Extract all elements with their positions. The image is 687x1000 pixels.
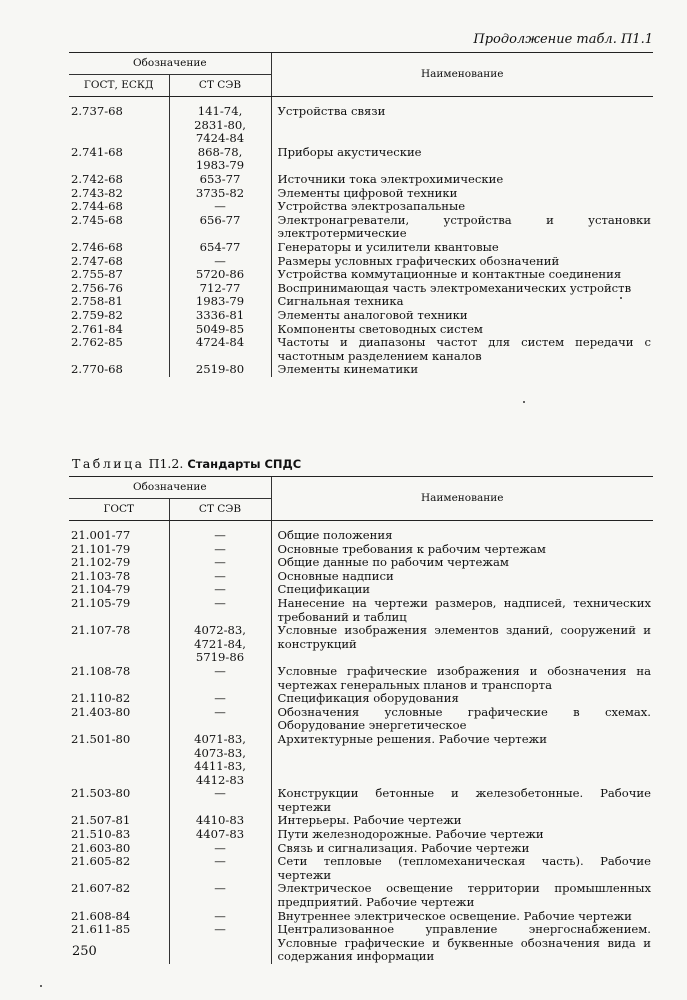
table-row [69,624,653,665]
code-cell: 2.744-68 [71,199,123,214]
name-cell: Централизованное управление энергоснабжением. Условные графические и буквенные обозначения вида и содержания информации [271,923,653,964]
st-sev-cell: — [169,543,271,557]
gost-eskd-header: ГОСТ, ЕСКД [69,75,169,97]
name-cell: Внутреннее электрическое освещение. Рабочие чертежи [271,910,653,924]
st-sev-cell: — [169,923,271,964]
table-row [69,336,653,363]
name-header: Наименование [271,477,653,521]
table-row [69,814,653,828]
st-sev-cell: 868-78, 1983-79 [169,146,271,173]
table-row [69,733,653,787]
code-cell: 21.110-82 [71,691,131,706]
code-cell: 21.607-82 [71,881,131,896]
code-cell: 2.747-68 [71,253,123,268]
name-header: Наименование [271,53,653,97]
name-cell: Электронагреватели, устройства и установки электротермические [271,214,653,241]
name-cell: Архитектурные решения. Рабочие чертежи [271,733,653,787]
table-row [69,187,653,201]
table-row [69,529,653,543]
name-cell: Элементы аналоговой техники [271,309,653,323]
table-row [69,882,653,909]
designation-header: Обозначение [69,477,271,499]
name-cell: Электрическое освещение территории промышленных предприятий. Рабочие чертежи [271,882,653,909]
st-sev-cell: 141-74, 2831-80, 7424-84 [169,105,271,146]
table-row [69,597,653,624]
st-sev-cell: — [169,583,271,597]
name-cell: Основные требования к рабочим чертежам [271,543,653,557]
code-cell: 21.510-83 [71,827,131,842]
code-cell: 21.611-85 [71,922,131,937]
code-cell: 21.103-78 [71,568,131,583]
table-row [69,828,653,842]
code-cell: 21.102-79 [71,555,131,570]
table-row [69,255,653,269]
table-row [69,173,653,187]
table2-body [69,521,653,965]
table1-body [69,97,653,377]
st-sev-cell: — [169,706,271,733]
st-sev-cell: — [169,787,271,814]
st-sev-cell: 1983-79 [169,295,271,309]
name-cell: Размеры условных графических обозначений [271,255,653,269]
table-row [69,200,653,214]
name-cell: Воспринимающая часть электромеханических устройств [271,282,653,296]
caption-title: Стандарты СПДС [187,457,302,471]
table-row [69,706,653,733]
gost-header: ГОСТ [69,499,169,521]
st-sev-cell: — [169,570,271,584]
code-cell: 21.107-78 [71,623,131,638]
code-cell: 21.608-84 [71,908,131,923]
st-sev-cell: 5049-85 [169,323,271,337]
code-cell: 2.756-76 [71,280,123,295]
st-sev-cell: — [169,665,271,692]
table2-caption [72,456,301,471]
table-row [69,787,653,814]
table-row [69,910,653,924]
code-cell: 2.742-68 [71,171,123,186]
code-cell: 21.001-77 [71,528,131,542]
name-cell: Устройства коммутационные и контактные соединения [271,268,653,282]
table-row [69,855,653,882]
name-cell: Источники тока электрохимические [271,173,653,187]
st-sev-cell: 4072-83, 4721-84, 5719-86 [169,624,271,665]
table-row [69,282,653,296]
name-cell: Условные изображения элементов зданий, сооружений и конструкций [271,624,653,665]
name-cell: Интерьеры. Рабочие чертежи [271,814,653,828]
st-sev-cell: 4407-83 [169,828,271,842]
name-cell: Общие данные по рабочим чертежам [271,556,653,570]
code-cell: 2.770-68 [71,362,123,377]
name-cell: Связь и сигнализация. Рабочие чертежи [271,842,653,856]
continuation-header: Продолжение табл. П1.1 [473,32,653,47]
name-cell: Конструкции бетонные и железобетонные. Рабочие чертежи [271,787,653,814]
st-sev-cell: 656-77 [169,214,271,241]
table-row [69,241,653,255]
code-cell: 2.762-85 [71,335,123,350]
st-sev-cell: — [169,556,271,570]
code-cell: 2.758-81 [71,294,123,309]
code-cell: 21.503-80 [71,786,131,801]
name-cell: Генераторы и усилители квантовые [271,241,653,255]
table-row [69,214,653,241]
name-cell: Обозначения условные графические в схемах. Оборудование энергетическое [271,706,653,733]
table-row [69,146,653,173]
table-row [69,323,653,337]
st-sev-cell: 5720-86 [169,268,271,282]
caption-number: П1.2. [148,456,184,471]
table-row [69,363,653,377]
code-cell: 2.746-68 [71,239,123,254]
code-cell: 21.507-81 [71,813,131,828]
table-row [69,923,653,964]
st-sev-cell: — [169,855,271,882]
name-cell: Устройства связи [271,105,653,146]
name-cell: Спецификации [271,583,653,597]
st-sev-cell: 4724-84 [169,336,271,363]
table-row [69,570,653,584]
st-sev-cell: — [169,692,271,706]
st-sev-cell: — [169,597,271,624]
table-row [69,268,653,282]
page-number: 250 [72,944,97,959]
code-cell: 2.737-68 [71,104,123,118]
st-sev-cell: — [169,910,271,924]
table-row [69,842,653,856]
st-sev-cell: — [169,529,271,543]
st-sev-cell: 4071-83, 4073-83, 4411-83, 4412-83 [169,733,271,787]
name-cell: Спецификация оборудования [271,692,653,706]
designation-header: Обозначение [69,53,271,75]
name-cell: Пути железнодорожные. Рабочие чертежи [271,828,653,842]
code-cell: 21.108-78 [71,663,131,678]
scan-speck [523,401,525,403]
code-cell: 2.745-68 [71,212,123,227]
st-sev-cell: 653-77 [169,173,271,187]
gost-eskd-table [69,52,653,377]
code-cell: 21.104-79 [71,582,131,597]
st-sev-header: СТ СЭВ [169,499,271,521]
code-cell: 21.101-79 [71,541,131,556]
table-row [69,543,653,557]
table-row [69,556,653,570]
st-sev-header: СТ СЭВ [169,75,271,97]
name-cell: Частоты и диапазоны частот для систем передачи с частотным разделением каналов [271,336,653,363]
table-row [69,692,653,706]
table-row [69,665,653,692]
code-cell: 21.403-80 [71,704,131,719]
code-cell: 21.501-80 [71,731,131,746]
code-cell: 2.743-82 [71,185,123,200]
name-cell: Приборы акустические [271,146,653,173]
name-cell: Устройства электрозапальные [271,200,653,214]
code-cell: 21.603-80 [71,840,131,855]
name-cell: Сети тепловые (тепломеханическая часть). Рабочие чертежи [271,855,653,882]
table-row [69,309,653,323]
scan-speck [40,985,42,987]
code-cell: 21.605-82 [71,854,131,869]
code-cell: 21.105-79 [71,595,131,610]
st-sev-cell: 2519-80 [169,363,271,377]
name-cell: Общие положения [271,529,653,543]
code-cell: 2.761-84 [71,321,123,336]
code-cell: 2.741-68 [71,144,123,159]
name-cell: Элементы кинематики [271,363,653,377]
st-sev-cell: — [169,255,271,269]
st-sev-cell: 4410-83 [169,814,271,828]
name-cell: Нанесение на чертежи размеров, надписей, технических требований и таблиц [271,597,653,624]
caption-prefix: Таблица [72,456,145,471]
st-sev-cell: 654-77 [169,241,271,255]
st-sev-cell: 3336-81 [169,309,271,323]
name-cell: Элементы цифровой техники [271,187,653,201]
st-sev-cell: — [169,882,271,909]
name-cell: Условные графические изображения и обозначения на чертежах генеральных планов и транспорта [271,665,653,692]
name-cell: Основные надписи [271,570,653,584]
table-row [69,583,653,597]
st-sev-cell: — [169,842,271,856]
spds-table [69,476,653,964]
st-sev-cell: 712-77 [169,282,271,296]
code-cell: 2.755-87 [71,267,123,282]
scan-speck [620,297,622,299]
name-cell: Компоненты световодных систем [271,323,653,337]
table-row [69,295,653,309]
table-row [69,105,653,146]
name-cell: Сигнальная техника [271,295,653,309]
code-cell: 2.759-82 [71,307,123,322]
st-sev-cell: 3735-82 [169,187,271,201]
st-sev-cell: — [169,200,271,214]
